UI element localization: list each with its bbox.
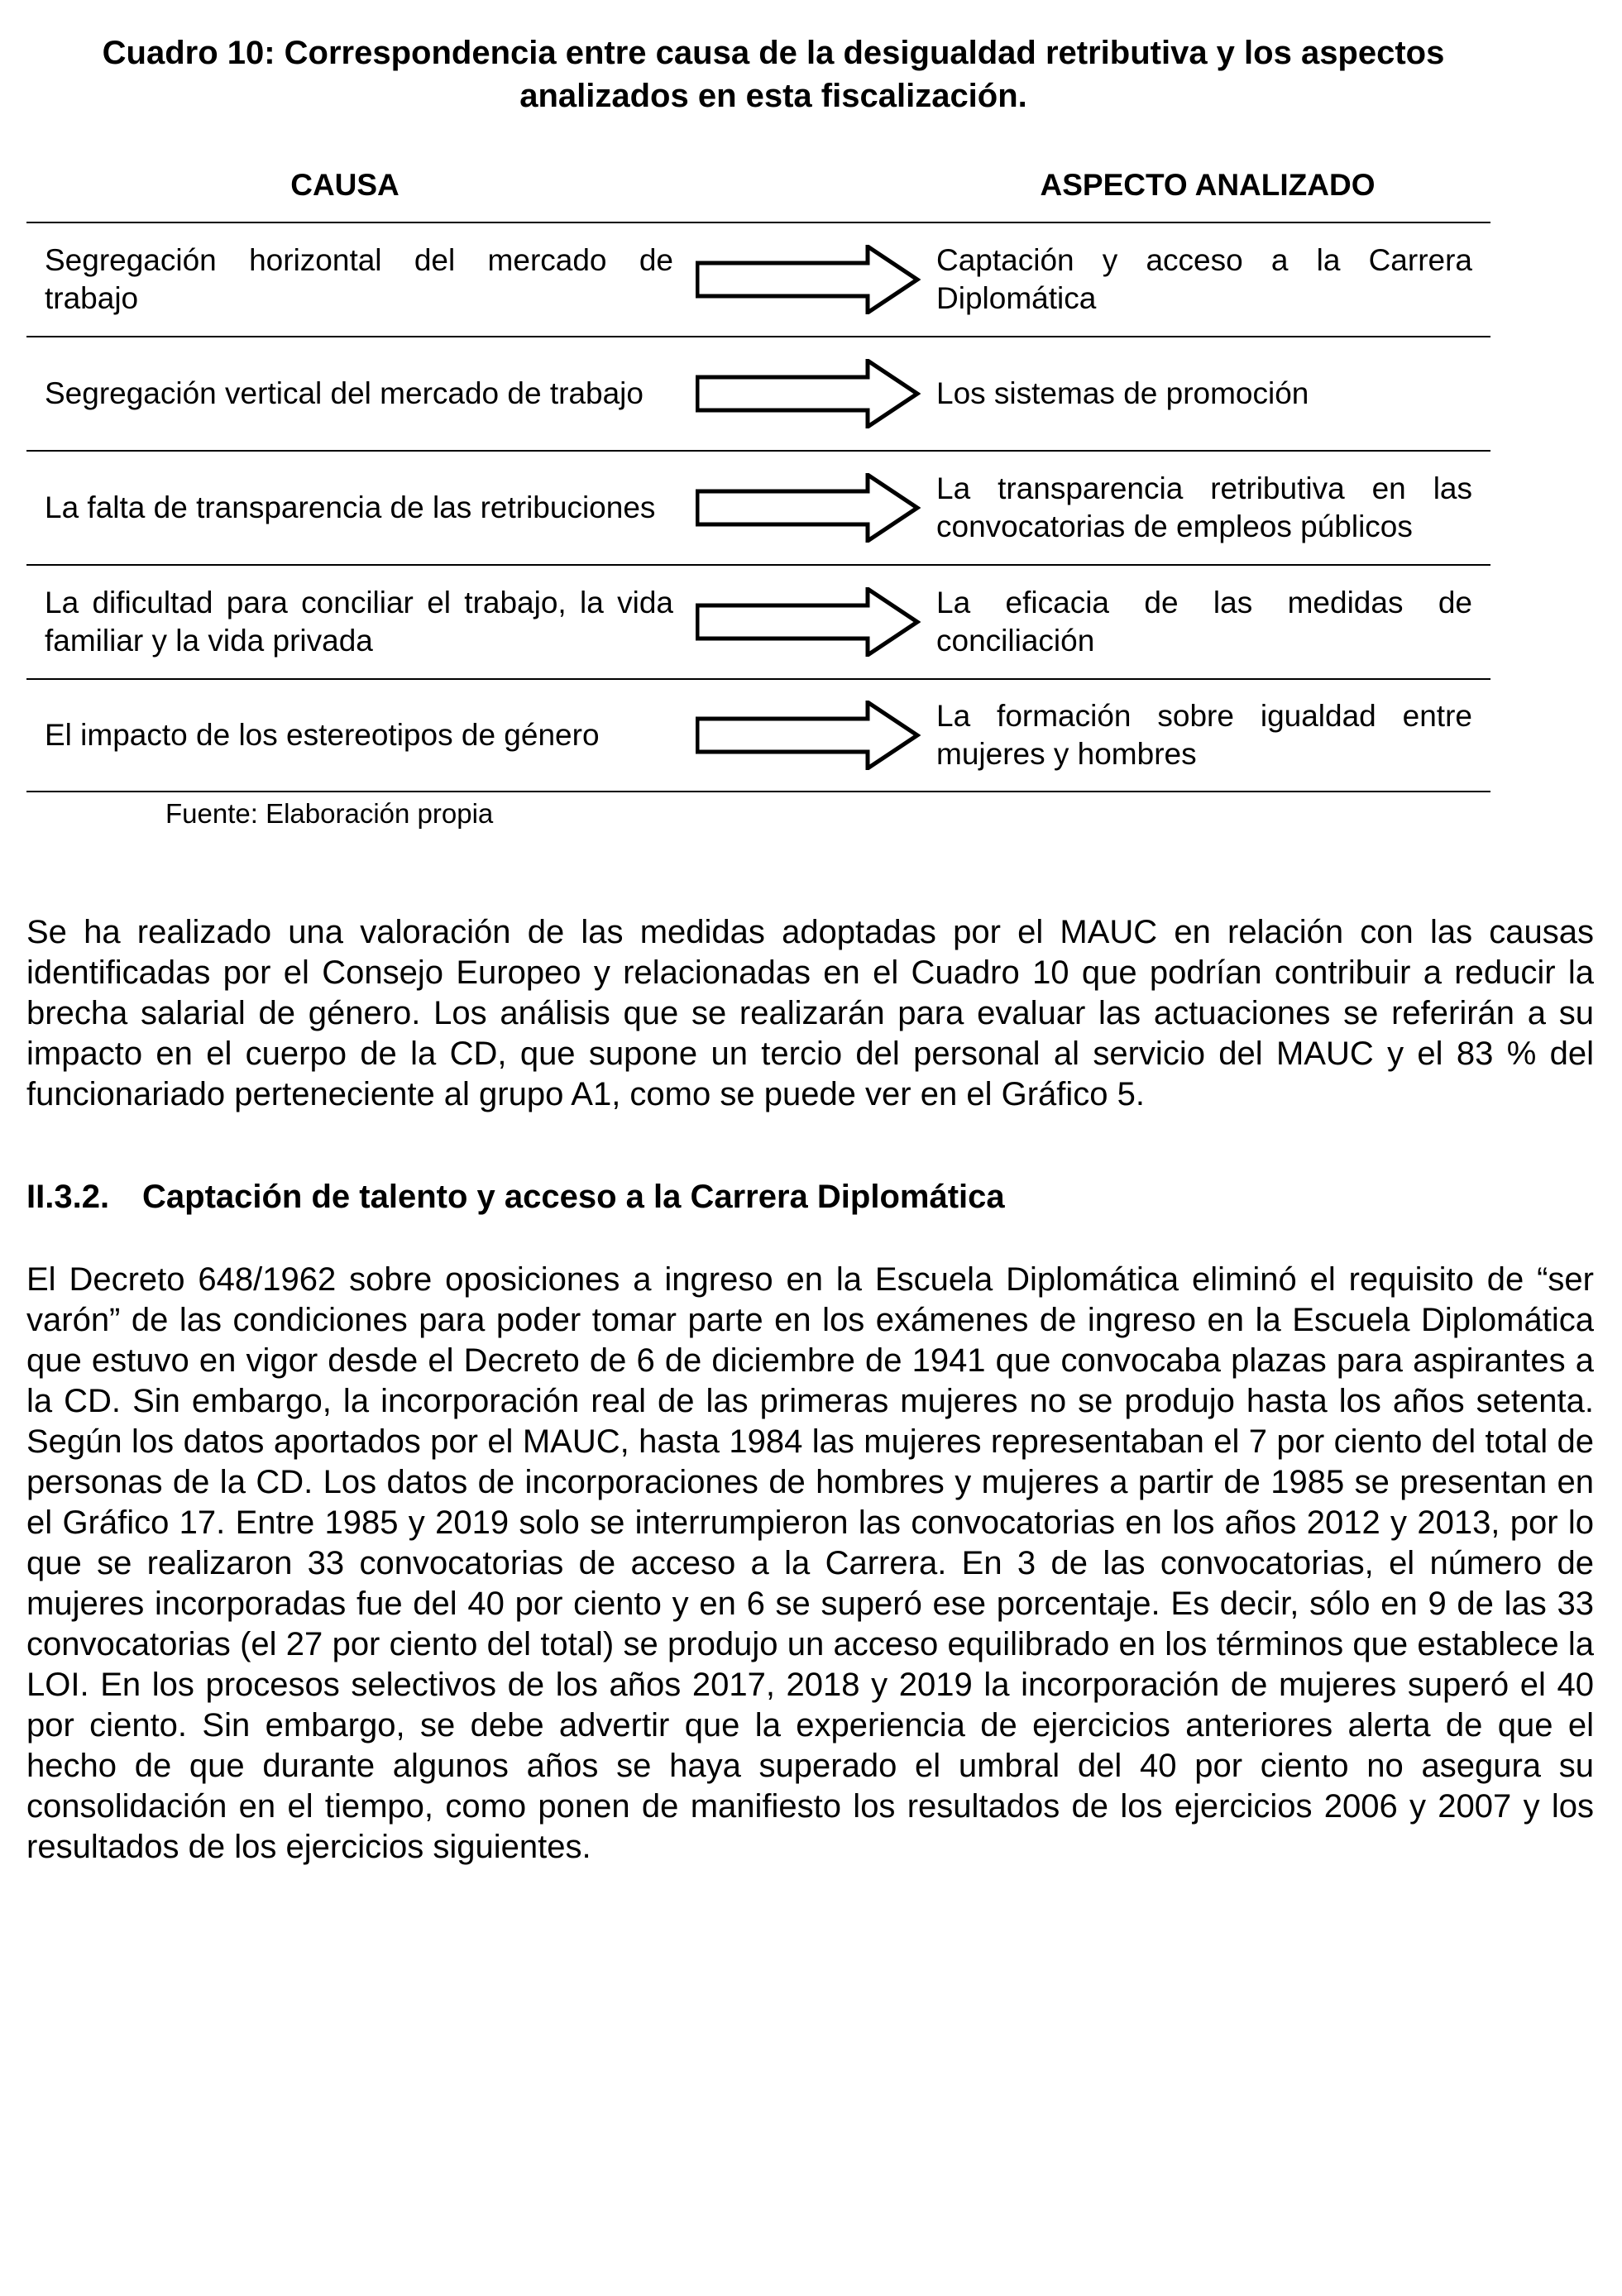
right-arrow-icon xyxy=(680,452,936,564)
section-title: Captación de talento y acceso a la Carrera Diplomática xyxy=(142,1179,1005,1215)
correspondence-table xyxy=(26,222,1490,792)
right-arrow-icon xyxy=(680,566,936,678)
section-number: II.3.2. xyxy=(26,1179,110,1215)
body-paragraph: Se ha realizado una valoración de las medidas adoptadas por el MAUC en relación con las causas identificadas por el Consejo Europeo y relacionadas en el Cuadro 10 que podrían contribuir a reducir la brecha salarial de género. Los análisis que se realizarán para evaluar las actuaciones se referirán a su impacto en el cuerpo de la CD, que supone un tercio del personal al servicio del MAUC y el 83 % del funcionariado perteneciente al grupo A1, como se puede ver en el Gráfico 5. xyxy=(26,914,1594,1112)
caption-line-2: analizados en esta fiscalización. xyxy=(519,78,1027,114)
table-source: Fuente: Elaboración propia xyxy=(165,798,494,829)
table-row xyxy=(26,450,1490,564)
cause-cell: Segregación horizontal del mercado de trabajo xyxy=(45,243,673,315)
table-row xyxy=(26,678,1490,792)
cause-cell: La falta de transparencia de las retribuciones xyxy=(45,490,656,524)
column-header-aspect: ASPECTO ANALIZADO xyxy=(1040,168,1376,202)
caption-line-1: Cuadro 10: Correspondencia entre causa de la desigualdad retributiva y los aspectos xyxy=(102,35,1445,71)
section-heading xyxy=(26,1176,1594,1217)
cause-cell: El impacto de los estereotipos de género xyxy=(45,718,600,752)
aspect-cell: La eficacia de las medidas de conciliación xyxy=(936,586,1472,658)
column-header-cause: CAUSA xyxy=(290,168,400,202)
aspect-cell: La transparencia retributiva en las convocatorias de empleos públicos xyxy=(936,471,1472,543)
table-row xyxy=(26,564,1490,678)
aspect-cell: La formación sobre igualdad entre mujeres y hombres xyxy=(936,699,1472,771)
cause-cell: Segregación vertical del mercado de trabajo xyxy=(45,376,644,410)
table-row xyxy=(26,336,1490,450)
table-caption xyxy=(50,31,1497,117)
aspect-cell: Los sistemas de promoción xyxy=(936,376,1309,410)
right-arrow-icon xyxy=(680,223,936,336)
body-paragraph: El Decreto 648/1962 sobre oposiciones a ingreso en la Escuela Diplomática eliminó el requisito de “ser varón” de las condiciones para poder tomar parte en los exámenes de ingreso en la Escuela Diplomática que estuvo en vigor desde el Decreto de 6 de diciembre de 1941 que convocaba plazas para aspirantes a la CD. Sin embargo, la incorporación real de las primeras mujeres no se produjo hasta los años setenta. Según los datos aportados por el MAUC, hasta 1984 las mujeres representaban el 7 por ciento del total de personas de la CD. Los datos de incorporaciones de hombres y mujeres a partir de 1985 se presentan en el Gráfico 17. Entre 1985 y 2019 solo se interrumpieron las convocatorias en los años 2012 y 2013, por lo que se realizaron 33 convocatorias de acceso a la Carrera. En 3 de las convocatorias, el número de mujeres incorporadas fue del 40 por ciento y en 6 se superó ese porcentaje. Es decir, sólo en 9 de las 33 convocatorias (el 27 por ciento del total) se produjo un acceso equilibrado en los términos que establece la LOI. En los procesos selectivos de los años 2017, 2018 y 2019 la incorporación de mujeres superó el 40 por ciento. Sin embargo, se debe advertir que la experiencia de ejercicios anteriores alerta de que el hecho de que durante algunos años se haya superado el umbral del 40 por ciento no asegura su consolidación en el tiempo, como ponen de manifiesto los resultados de los ejercicios 2006 y 2007 y los resultados de los ejercicios siguientes. xyxy=(26,1261,1594,1865)
cause-cell: La dificultad para conciliar el trabajo, la vida familiar y la vida privada xyxy=(45,586,673,658)
right-arrow-icon xyxy=(680,680,936,791)
aspect-cell: Captación y acceso a la Carrera Diplomática xyxy=(936,243,1472,315)
right-arrow-icon xyxy=(680,337,936,450)
table-row xyxy=(26,222,1490,336)
